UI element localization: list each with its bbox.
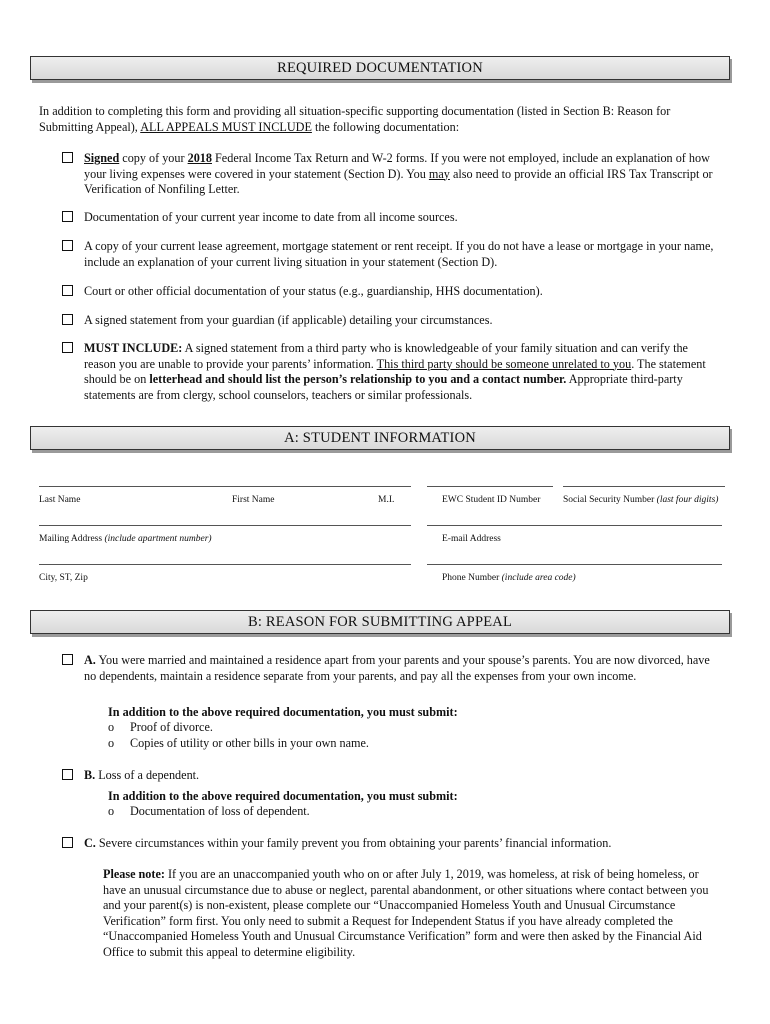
please-note-text: If you are an unaccompanied youth who on or after July 1, 2019, was homeless, at risk of being homeless, or have an unusual circumstance due to abuse or neglect, parental abandonment, or other situations where contact between you and your parent(s) is non-existent, please complete our “Unaccompanied Homeless Youth and Unusual Circumstance Verification” form first. You only need to submit a Request for Independent Status if you have already completed the “Unaccompanied Homeless Youth and Unusual Circumstance Verification” form and were then asked by the Financial Aid Office to submit this appeal to determine eligibility. — [103, 867, 709, 959]
ssn-label-text: Social Security Number — [563, 495, 657, 505]
item6-text-b: . The statement should be on — [84, 356, 706, 386]
reason-b-sub1 — [108, 804, 310, 820]
checkbox-lease[interactable] — [62, 240, 73, 251]
reason-b — [62, 768, 722, 784]
ewc-id-line[interactable] — [427, 486, 553, 487]
req-item-court — [62, 284, 722, 300]
may-emphasis: may — [428, 166, 450, 181]
reason-c-label: C. — [84, 836, 96, 850]
checkbox-reason-b[interactable] — [62, 769, 73, 780]
item1-text-b: Federal Income Tax Return and W-2 forms. If you were not employed, include an explanation of how your living expenses were covered in your statement (Section D). You — [84, 151, 710, 181]
ewc-id-label: EWC Student ID Number — [442, 495, 541, 505]
signed-emphasis: Signed — [84, 151, 120, 165]
bullet: o — [108, 804, 115, 818]
checkbox-court[interactable] — [62, 285, 73, 296]
item5-text: A signed statement from your guardian (if applicable) detailing your circumstances. — [84, 313, 493, 327]
city-line[interactable] — [39, 564, 411, 565]
intro-text-end: the following documentation: — [311, 119, 460, 134]
reason-a-text: You were married and maintained a residence apart from your parents and your spouse’s parents. You are now divorced, have no dependents, maintain a residence separate from your parents, and pay all the expenses from your own income. — [84, 653, 710, 683]
item1-text-a: copy of your — [119, 151, 188, 165]
reason-header: B: REASON FOR SUBMITTING APPEAL — [30, 610, 730, 634]
checkbox-reason-a[interactable] — [62, 654, 73, 665]
req-item-tax-return — [62, 151, 722, 198]
student-information-header: A: STUDENT INFORMATION — [30, 426, 730, 450]
checkbox-tax-return[interactable] — [62, 152, 73, 163]
name-line[interactable] — [39, 486, 411, 487]
item1-text-c: also need to provide an official IRS Tax Transcript or Verification of Nonfiling Letter. — [84, 166, 713, 196]
reason-b-label: B. — [84, 768, 96, 782]
reason-a — [62, 653, 722, 684]
reason-c-text: Severe circumstances within your family prevent you from obtaining your parents’ financial information. — [95, 836, 612, 850]
please-note-paragraph — [103, 867, 723, 960]
please-note-label: Please note: — [103, 867, 165, 881]
ssn-note: (last four digits) — [656, 495, 719, 505]
reason-a-requirement: In addition to the above required documentation, you must submit: — [108, 705, 458, 719]
item6-text-a: A signed statement from a third party who is knowledgeable of your family situation and can verify the reason you are unable to provide your parents’ information. — [84, 341, 688, 371]
reason-c — [62, 836, 722, 852]
phone-note: (include area code) — [501, 573, 576, 583]
req-item-income — [62, 210, 722, 226]
phone-line[interactable] — [427, 564, 722, 565]
req-item-third-party — [62, 341, 722, 403]
intro-emphasis: ALL APPEALS MUST INCLUDE — [140, 119, 312, 134]
checkbox-income[interactable] — [62, 211, 73, 222]
checkbox-guardian[interactable] — [62, 314, 73, 325]
reason-b-sub1-text: Documentation of loss of dependent. — [130, 804, 310, 818]
reason-a-label: A. — [84, 653, 96, 667]
checkbox-third-party[interactable] — [62, 342, 73, 353]
tax-year: 2018 — [187, 151, 212, 165]
reason-a-sub2-text: Copies of utility or other bills in your own name. — [130, 736, 369, 750]
phone-label — [442, 573, 576, 584]
mailing-address-label — [39, 534, 212, 545]
phone-label-text: Phone Number — [442, 573, 502, 583]
item6-text-c: Appropriate third-party statements are from clergy, school counselors, teachers or similar professionals. — [84, 372, 683, 402]
ssn-line[interactable] — [563, 486, 725, 487]
email-line[interactable] — [427, 525, 722, 526]
req-item-lease — [62, 239, 722, 270]
reason-b-requirement: In addition to the above required documentation, you must submit: — [108, 789, 458, 803]
req-item-guardian — [62, 313, 722, 329]
mailing-label-text: Mailing Address — [39, 534, 105, 544]
last-name-label: Last Name — [39, 495, 81, 505]
intro-text: In addition to completing this form and providing all situation-specific supporting documentation (listed in Section B: Reason for Submitting Appeal), — [39, 104, 671, 134]
unrelated-emphasis: This third party should be someone unrelated to you — [376, 356, 632, 371]
bullet: o — [108, 720, 115, 734]
first-name-label: First Name — [232, 495, 275, 505]
mailing-address-line[interactable] — [39, 525, 411, 526]
intro-paragraph — [39, 104, 719, 135]
bullet: o — [108, 736, 115, 750]
reason-a-sub2 — [108, 736, 369, 752]
mailing-note: (include apartment number) — [104, 534, 212, 544]
reason-a-sub1 — [108, 720, 213, 736]
reason-b-text: Loss of a dependent. — [95, 768, 200, 782]
ssn-label — [563, 495, 718, 506]
item4-text: Court or other official documentation of your status (e.g., guardianship, HHS documentation). — [84, 284, 543, 298]
must-include-label: MUST INCLUDE: — [84, 341, 183, 355]
item3-text: A copy of your current lease agreement, mortgage statement or rent receipt. If you do not have a lease or mortgage in your name, include an explanation of your current living situation in your statement (Section D). — [84, 239, 714, 269]
required-documentation-header: REQUIRED DOCUMENTATION — [30, 56, 730, 80]
city-label: City, ST, Zip — [39, 573, 88, 583]
email-label: E-mail Address — [442, 534, 501, 544]
letterhead-emphasis: letterhead and should list the person’s relationship to you and a contact number. — [149, 372, 567, 386]
item2-text: Documentation of your current year income to date from all income sources. — [84, 210, 458, 224]
mi-label: M.I. — [378, 495, 395, 505]
checkbox-reason-c[interactable] — [62, 837, 73, 848]
reason-a-sub1-text: Proof of divorce. — [130, 720, 213, 734]
